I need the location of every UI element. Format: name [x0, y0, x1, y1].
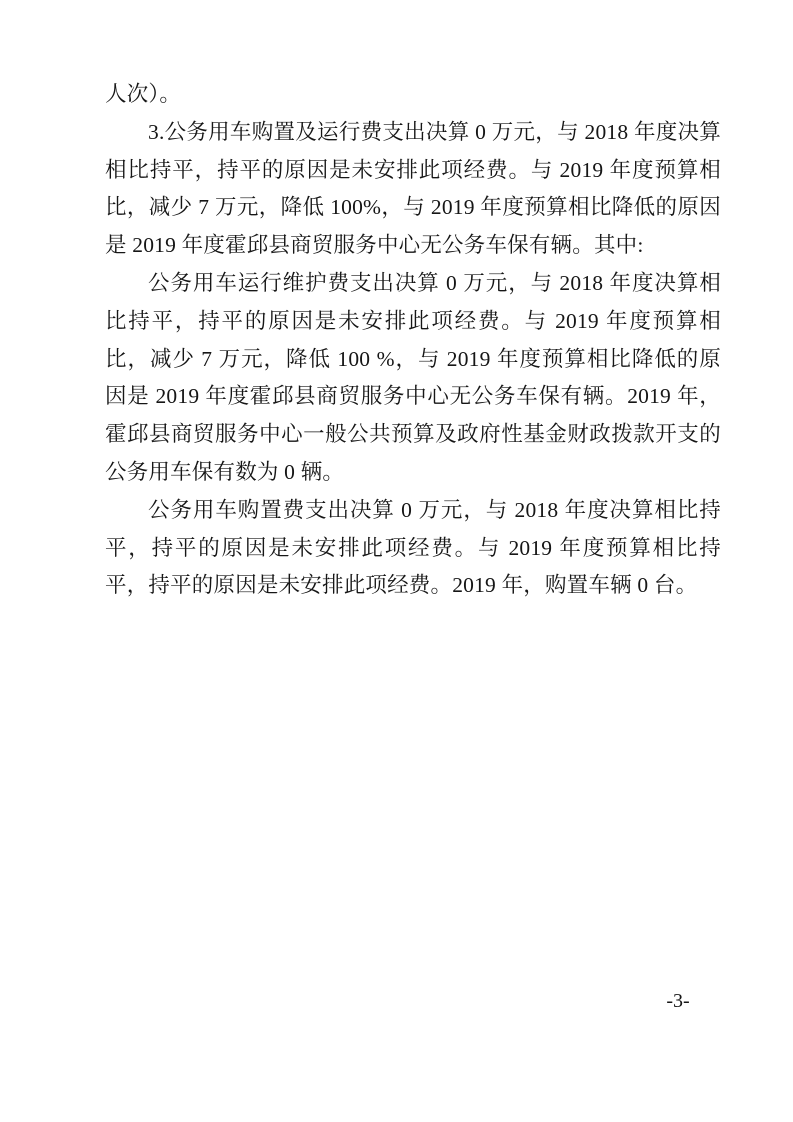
document-text-body	[105, 76, 721, 605]
paragraph-continuation: 人次）。	[105, 82, 182, 106]
paragraph-vehicle-operation-maintenance: 公务用车运行维护费支出决算 0 万元，与 2018 年度决算相比持平，持平的原因是未安排此项经费。与 2019 年度预算相比，减少 7 万元，降低 100 %，与 2019 年度预算相比降低的原因是 2019 年度霍邱县商贸服务中心无公务车保有辆。2019 年，霍邱县商贸服务中心一般公共预算及政府性基金财政拨款开支的公务用车保有数为 0 辆。	[105, 270, 721, 484]
paragraph-vehicle-purchase: 公务用车购置费支出决算 0 万元，与 2018 年度决算相比持平，持平的原因是未安排此项经费。与 2019 年度预算相比持平，持平的原因是未安排此项经费。2019 年，购置车辆 0 台。	[105, 497, 721, 598]
page-number: -3-	[666, 990, 690, 1012]
paragraph-vehicle-purchase-and-operation-total: 3.公务用车购置及运行费支出决算 0 万元，与 2018 年度决算相比持平，持平的原因是未安排此项经费。与 2019 年度预算相比，减少 7 万元，降低 100%，与 2019 年度预算相比降低的原因是 2019 年度霍邱县商贸服务中心无公务车保有辆。其中:	[105, 119, 721, 258]
